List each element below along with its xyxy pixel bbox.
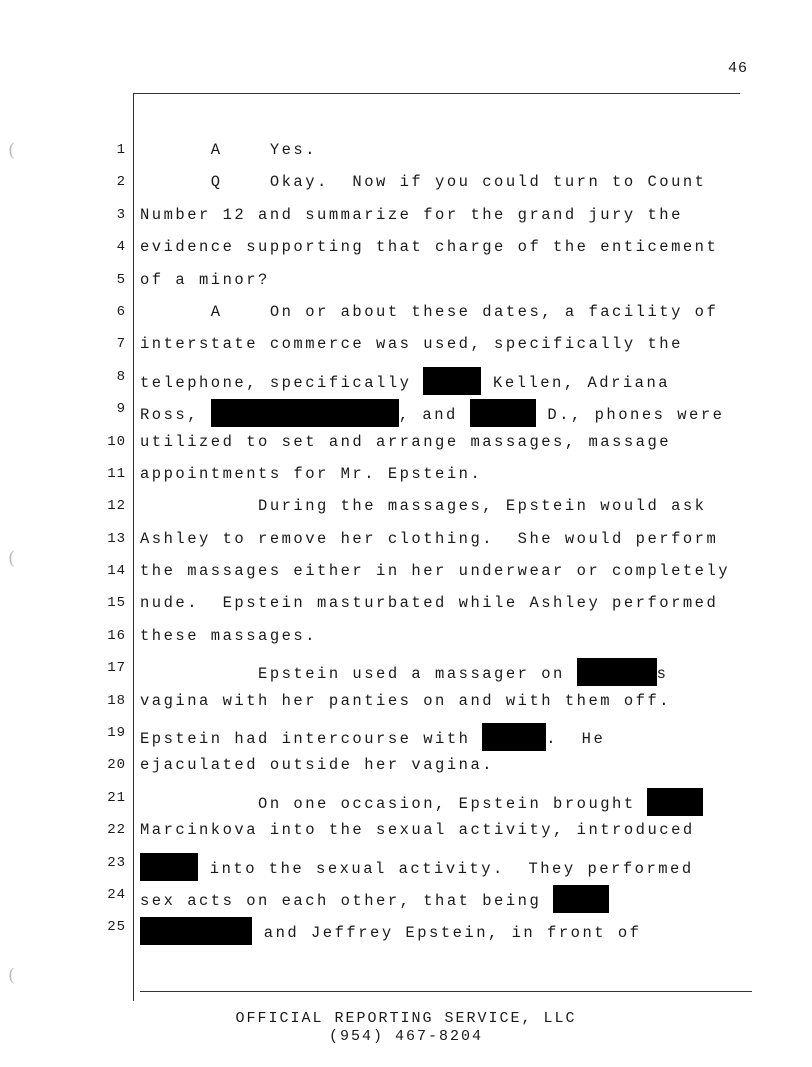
line-text: D., phones were: [535, 406, 725, 425]
page-number: 46: [727, 60, 748, 77]
transcript-line: these massages.: [140, 626, 318, 645]
transcript-line: Marcinkova into the sexual activity, introduced: [140, 821, 695, 840]
transcript-line: [140, 917, 745, 949]
line-text: and Jeffrey Epstein, in front of: [252, 924, 642, 943]
margin-punch-mark: (: [8, 140, 16, 161]
transcript-line: [140, 658, 745, 690]
redaction-box: [470, 399, 536, 427]
redaction-box: [553, 885, 609, 913]
redaction-box: [211, 399, 399, 427]
reporter-phone: (954) 467-8204: [328, 1028, 484, 1045]
transcript-line: appointments for Mr. Epstein.: [140, 464, 483, 483]
redaction-box: [482, 723, 546, 751]
line-number: 6: [116, 303, 126, 320]
transcript-line: Number 12 and summarize for the grand jury the: [140, 205, 683, 224]
line-number: 20: [107, 757, 126, 774]
line-number-column: [96, 140, 126, 950]
transcript-line: [140, 399, 745, 431]
line-text: . He: [546, 730, 606, 749]
margin-punch-mark: (: [8, 548, 16, 569]
line-text: into the sexual activity. They performed: [198, 859, 694, 878]
line-text: Kellen, Adriana: [481, 373, 671, 392]
line-number: 10: [107, 433, 126, 450]
line-number: 24: [107, 886, 126, 903]
line-number: 2: [116, 174, 126, 191]
line-number: 11: [107, 465, 126, 482]
redaction-box: [423, 367, 481, 395]
line-number: 15: [107, 595, 126, 612]
redaction-box: [140, 917, 252, 945]
line-number: 17: [107, 660, 126, 677]
line-number: 25: [107, 919, 126, 936]
transcript-line: A Yes.: [140, 141, 318, 159]
line-text: Epstein had intercourse with: [140, 730, 483, 749]
transcript-line: [140, 853, 745, 885]
line-number: 19: [107, 725, 126, 742]
reporter-footer: [0, 1010, 812, 1046]
line-text: telephone, specifically: [140, 373, 424, 392]
transcript-line: A On or about these dates, a facility of: [140, 302, 719, 321]
line-number: 7: [116, 336, 126, 353]
redaction-box: [647, 788, 703, 816]
line-text: Epstein used a massager on: [140, 665, 577, 684]
transcript-body: [140, 140, 745, 950]
transcript-line: the massages either in her underwear or completely: [140, 562, 731, 581]
line-number: 5: [116, 271, 126, 288]
line-number: 23: [107, 854, 126, 871]
line-text: sex acts on each other, that being: [140, 891, 554, 910]
line-number: 8: [116, 368, 126, 385]
line-text: On one occasion, Epstein brought: [140, 794, 648, 813]
line-number: 12: [107, 498, 126, 515]
frame-top-rule: [133, 93, 740, 94]
line-number: 1: [116, 142, 126, 158]
transcript-line: Ashley to remove her clothing. She would perform: [140, 529, 719, 548]
line-number: 9: [116, 401, 126, 418]
transcript-line: [140, 367, 745, 399]
line-number: 14: [107, 563, 126, 580]
transcript-line: of a minor?: [140, 270, 270, 289]
redaction-box: [577, 658, 657, 686]
transcript-line: Q Okay. Now if you could turn to Count: [140, 173, 707, 192]
line-number: 13: [107, 530, 126, 547]
transcript-line: During the massages, Epstein would ask: [140, 497, 707, 516]
reporter-name: OFFICIAL REPORTING SERVICE, LLC: [235, 1010, 577, 1027]
transcript-line: [140, 788, 745, 820]
transcript-line: utilized to set and arrange massages, massage: [140, 432, 672, 451]
line-number: 16: [107, 627, 126, 644]
line-text: , and: [398, 406, 470, 425]
transcript-line: [140, 885, 745, 917]
transcript-line: interstate commerce was used, specifically the: [140, 335, 683, 354]
line-text: Ross,: [140, 406, 211, 425]
line-text: s: [656, 665, 669, 684]
line-number: 3: [116, 206, 126, 223]
line-number: 18: [107, 692, 126, 709]
transcript-line: vagina with her panties on and with them off.: [140, 691, 672, 710]
transcript-line: nude. Epstein masturbated while Ashley performed: [140, 594, 719, 613]
margin-punch-mark: (: [8, 965, 16, 986]
line-number: 22: [107, 822, 126, 839]
frame-bottom-rule: [140, 991, 752, 992]
redaction-box: [140, 853, 198, 881]
transcript-line: ejaculated outside her vagina.: [140, 756, 495, 775]
line-number: 4: [116, 239, 126, 256]
frame-left-rule: [133, 93, 134, 1001]
transcript-line: evidence supporting that charge of the enticement: [140, 238, 719, 257]
transcript-line: [140, 723, 745, 755]
line-number: 21: [107, 789, 126, 806]
